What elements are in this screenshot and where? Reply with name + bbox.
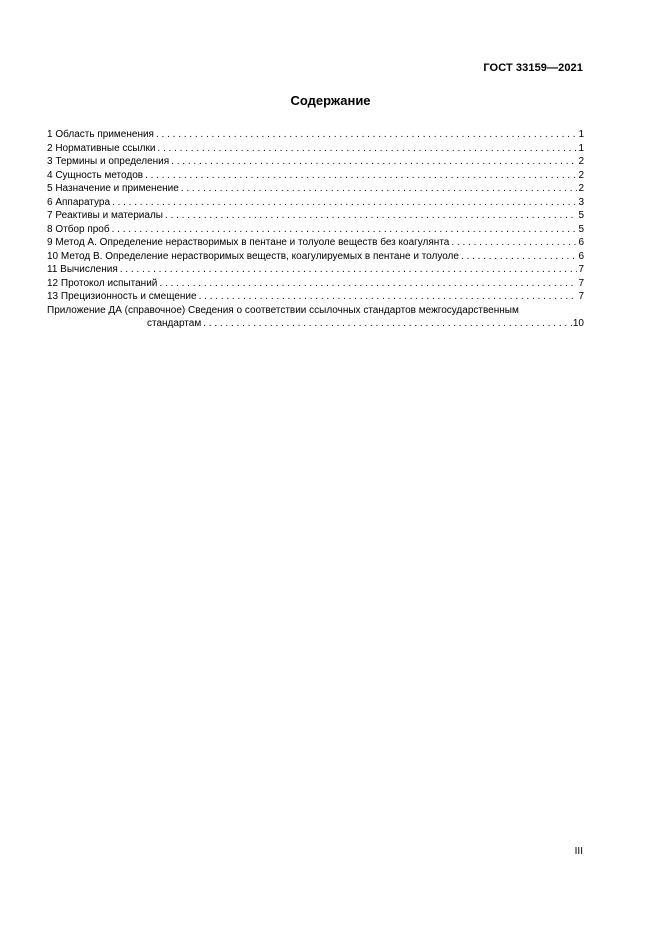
toc-entry-page: 5 (578, 223, 584, 235)
appendix-title-line-2: стандартам (147, 318, 202, 329)
appendix-title-line-1: Приложение ДА (справочное) Сведения о соответствии ссылочных стандартов межгосударственным (47, 304, 519, 316)
toc-entry-6[interactable] (47, 196, 584, 210)
toc-entry-1[interactable] (47, 128, 584, 142)
toc-entry-appendix[interactable] (47, 304, 584, 331)
toc-entry-label: 1 Область применения (47, 129, 154, 140)
dot-leader (157, 142, 577, 156)
toc-entry-label: 13 Прецизионность и смещение (47, 291, 197, 302)
dot-leader (451, 236, 577, 250)
toc-entry-9[interactable] (47, 236, 584, 250)
toc-entry-page: 2 (578, 169, 584, 181)
toc-entry-label: 6 Аппаратура (47, 196, 111, 208)
toc-entry-13[interactable] (47, 290, 584, 304)
toc-entry-12[interactable] (47, 277, 584, 291)
dot-leader (199, 290, 578, 304)
toc-entry-label: 5 Назначение и применение (47, 183, 179, 194)
dot-leader (112, 223, 578, 237)
dot-leader (145, 169, 577, 183)
toc-entry-page: 7 (578, 291, 584, 302)
toc-entry-4[interactable] (47, 169, 584, 183)
dot-leader (120, 263, 578, 277)
toc-entry-page: 6 (578, 237, 584, 248)
dot-leader (112, 196, 577, 210)
toc-entry-page: 6 (578, 250, 584, 262)
dot-leader (156, 128, 577, 142)
toc-entry-7[interactable] (47, 209, 584, 223)
document-number: ГОСТ 33159—2021 (483, 62, 583, 74)
toc-entry-label: 11 Вычисления (47, 264, 118, 275)
page-title: Содержание (290, 93, 371, 108)
dot-leader (461, 250, 577, 264)
toc-entry-label: 3 Термины и определения (47, 156, 170, 167)
toc-entry-label: 10 Метод В. Определение нерастворимых веществ, коагулируемых в пентане и толуоле (47, 250, 459, 262)
toc-entry-label: 8 Отбор проб (47, 223, 110, 235)
dot-leader (203, 317, 572, 331)
toc-entry-page: 1 (578, 142, 584, 154)
dot-leader (165, 209, 577, 223)
dot-leader (181, 182, 578, 196)
toc-entry-label: 9 Метод А. Определение нерастворимых в пентане и толуоле веществ без коагулянта (47, 237, 450, 248)
toc-entry-page: 2 (578, 183, 584, 194)
toc-entry-page: 2 (578, 156, 584, 167)
toc-entry-8[interactable] (47, 223, 584, 237)
table-of-contents (47, 128, 584, 331)
toc-entry-page: 5 (578, 210, 584, 221)
toc-entry-label: 4 Сущность методов (47, 169, 144, 181)
toc-entry-page: 10 (572, 318, 584, 329)
toc-entry-3[interactable] (47, 155, 584, 169)
toc-entry-page: 1 (578, 129, 584, 140)
toc-entry-page: 3 (578, 196, 584, 208)
toc-entry-page: 7 (578, 277, 584, 289)
toc-entry-2[interactable] (47, 142, 584, 156)
toc-entry-label: 2 Нормативные ссылки (47, 142, 156, 154)
toc-entry-page: 7 (578, 264, 584, 275)
page-number: III (574, 846, 583, 857)
toc-entry-5[interactable] (47, 182, 584, 196)
dot-leader (171, 155, 577, 169)
dot-leader (159, 277, 577, 291)
toc-entry-11[interactable] (47, 263, 584, 277)
toc-entry-label: 12 Протокол испытаний (47, 277, 158, 289)
toc-entry-label: 7 Реактивы и материалы (47, 210, 163, 221)
appendix-title-line-2-row (47, 317, 584, 331)
toc-entry-10[interactable] (47, 250, 584, 264)
